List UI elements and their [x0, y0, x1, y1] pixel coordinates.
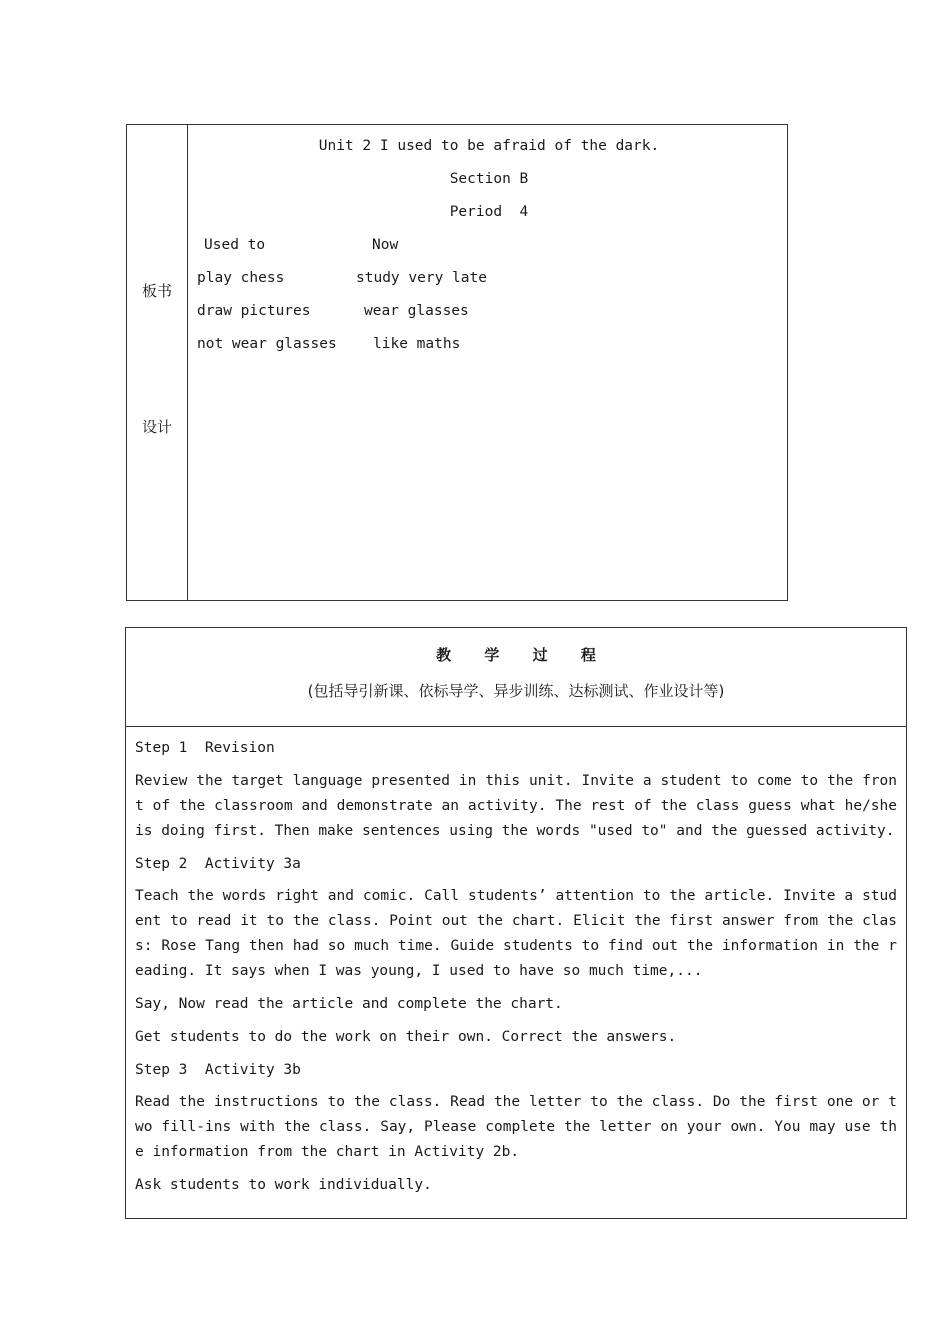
step-2-title: Step 2 Activity 3a [135, 856, 301, 872]
step-3-text: Read the instructions to the class. Read the letter to the class. Do the first one or two fill-ins with the class. Say, Please complete the letter on your own. You may use the information from the chart in Activity 2b. [135, 1094, 897, 1160]
board-design-table [126, 124, 788, 601]
row-2-now: wear glasses [364, 303, 469, 319]
process-subheading: (包括导引新课、依标导学、异步训练、达标测试、作业设计等) [307, 682, 725, 700]
column-head-used-to: Used to [204, 237, 266, 253]
board-label-column [127, 125, 188, 600]
row-2-used-to: draw pictures [197, 303, 311, 319]
row-3-now: like maths [373, 336, 461, 352]
step-3-ask: Ask students to work individually. [135, 1177, 432, 1193]
board-period: Period 4 [449, 204, 529, 220]
step-2-text: Teach the words right and comic. Call students’ attention to the article. Invite a student to read it to the class. Point out the chart. Elicit the first answer from the class: Rose Tang then had so much time. Guide students to find out the information in the reading. It says when I was young, I used to have so much time,... [135, 888, 897, 979]
row-1-now: study very late [356, 270, 487, 286]
step-3-title: Step 3 Activity 3b [135, 1062, 301, 1078]
step-1-text: Review the target language presented in this unit. Invite a student to come to the front of the classroom and demonstrate an activity. The rest of the class guess what he/she is doing first. Then make sentences using the words "used to" and the guessed activity. [135, 773, 897, 839]
step-2-say: Say, Now read the article and complete the chart. [135, 996, 563, 1012]
board-label-bottom: 设计 [142, 418, 173, 436]
process-heading: 教 学 过 程 [436, 646, 596, 664]
board-label-top: 板书 [142, 282, 173, 300]
board-section: Section B [449, 171, 529, 187]
step-2-get: Get students to do the work on their own. Correct the answers. [135, 1029, 677, 1045]
column-head-now: Now [372, 237, 399, 253]
step-1-title: Step 1 Revision [135, 740, 275, 756]
process-header [126, 628, 906, 727]
teaching-process-table [125, 627, 907, 1219]
row-3-used-to: not wear glasses [197, 336, 337, 352]
row-1-used-to: play chess [197, 270, 285, 286]
board-title: Unit 2 I used to be afraid of the dark. [318, 138, 660, 154]
